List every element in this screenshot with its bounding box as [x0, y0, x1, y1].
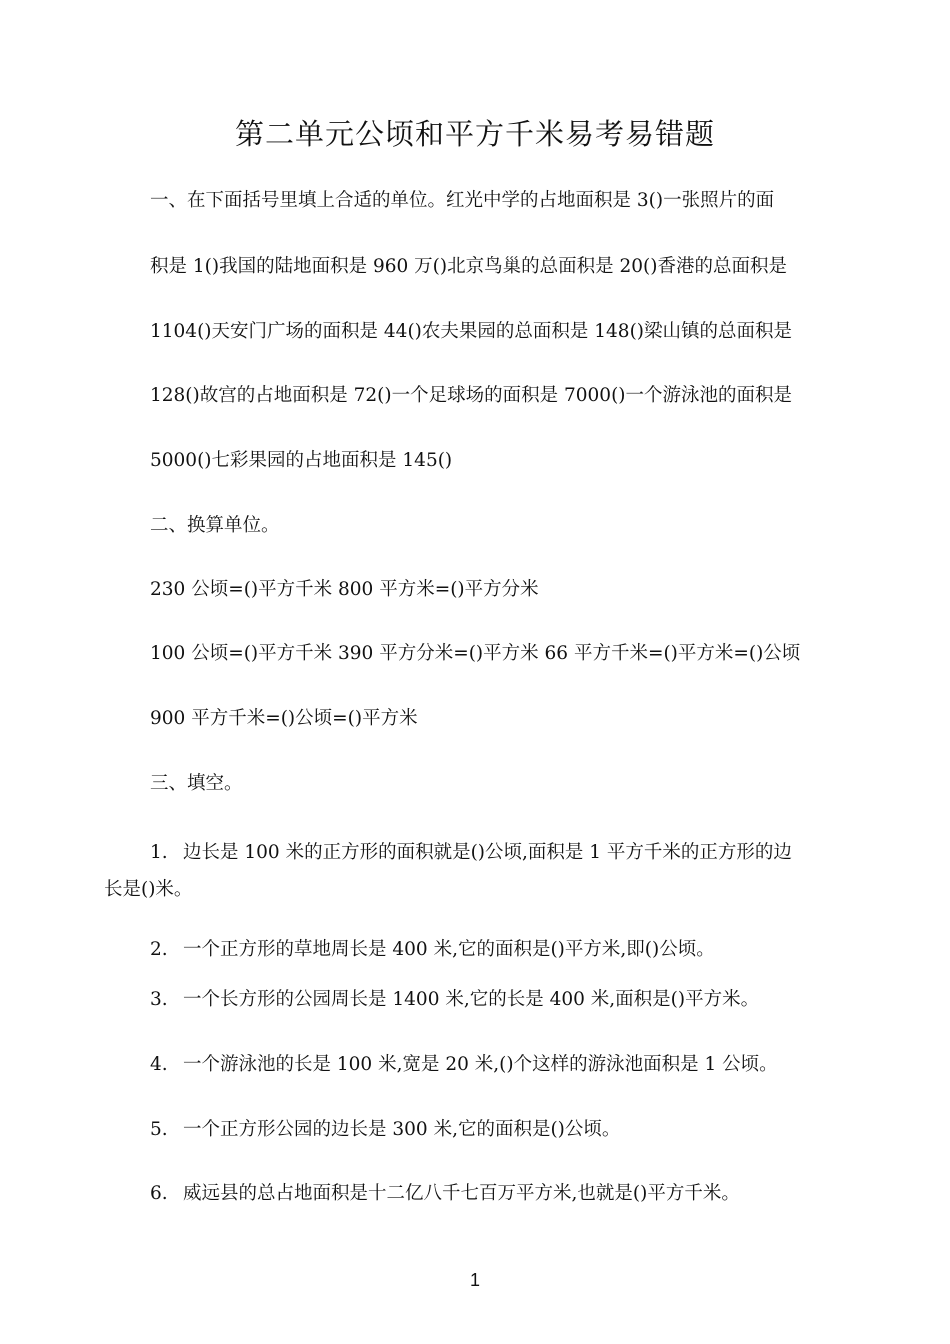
question-text: 一个正方形的草地周长是 400 米,它的面积是()平方米,即()公顷。 [183, 939, 715, 960]
question-text: 一个游泳池的长是 100 米,宽是 20 米,()个这样的游泳池面积是 1 公顷。 [183, 1054, 778, 1075]
question-number: 6. [150, 1183, 168, 1204]
section1-line-1: 一、在下面括号里填上合适的单位。红光中学的占地面积是 3()一张照片的面 [150, 190, 775, 211]
question-4 [150, 1052, 778, 1078]
question-text: 一个长方形的公园周长是 1400 米,它的长是 400 米,面积是()平方米。 [183, 989, 760, 1010]
section2-line-3: 900 平方千米=()公顷=()平方米 [150, 708, 418, 729]
question-1-continuation: 长是()米。 [104, 879, 193, 900]
question-number: 1. [150, 842, 168, 863]
section2-line-2: 100 公顷=()平方千米 390 平方分米=()平方米 66 平方千米=()平方米=()公顷 [150, 643, 801, 664]
question-3 [150, 987, 759, 1013]
section1-line-5: 5000()七彩果园的占地面积是 145() [150, 450, 453, 471]
question-6 [150, 1181, 740, 1207]
question-text: 边长是 100 米的正方形的面积就是()公顷,面积是 1 平方千米的正方形的边 [183, 842, 792, 863]
question-number: 2. [150, 939, 168, 960]
question-number: 5. [150, 1119, 168, 1140]
page-number: 1 [469, 1270, 480, 1290]
question-number: 4. [150, 1054, 168, 1075]
section1-line-2: 积是 1()我国的陆地面积是 960 万()北京鸟巢的总面积是 20()香港的总面积是 [150, 256, 787, 277]
section1-line-4: 128()故宫的占地面积是 72()一个足球场的面积是 7000()一个游泳池的面积是 [150, 385, 793, 406]
question-text: 一个正方形公园的边长是 300 米,它的面积是()公顷。 [183, 1119, 621, 1140]
question-number: 3. [150, 989, 168, 1010]
question-2 [150, 937, 715, 963]
question-5 [150, 1117, 620, 1143]
section3-heading: 三、填空。 [150, 773, 243, 794]
section1-line-3: 1104()天安门广场的面积是 44()农夫果园的总面积是 148()梁山镇的总面积是 [150, 321, 793, 342]
page-title: 第二单元公顷和平方千米易考易错题 [234, 117, 715, 151]
question-1 [150, 840, 792, 866]
section2-line-1: 230 公顷=()平方千米 800 平方米=()平方分米 [150, 579, 539, 600]
question-text: 威远县的总占地面积是十二亿八千七百万平方米,也就是()平方千米。 [183, 1183, 740, 1204]
section2-heading: 二、换算单位。 [150, 515, 280, 536]
